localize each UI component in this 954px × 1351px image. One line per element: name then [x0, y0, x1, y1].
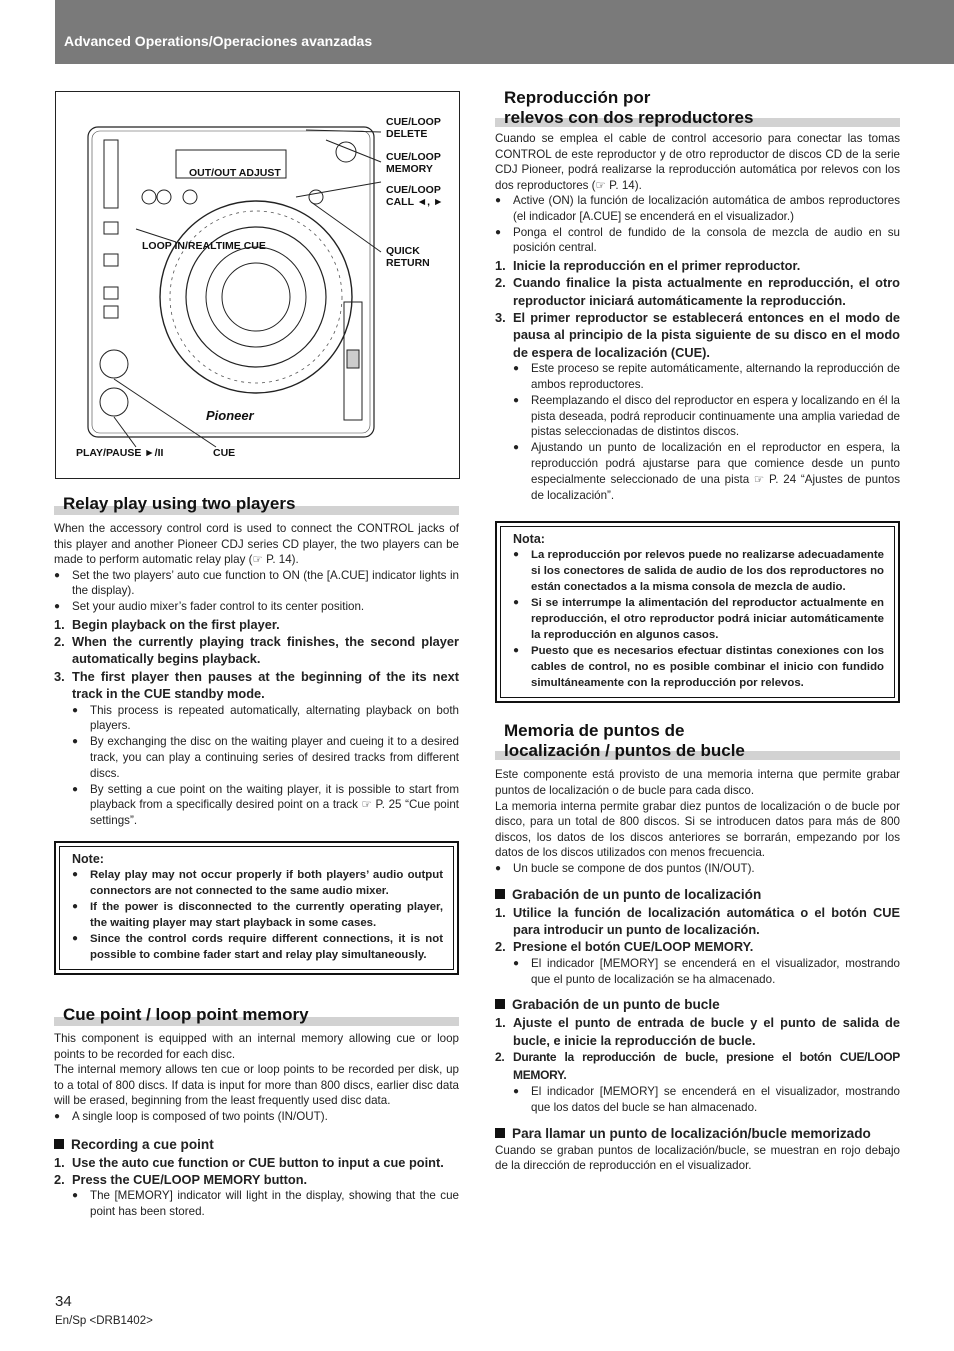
label-loop-in: LOOP IN/REALTIME CUE: [142, 240, 266, 252]
relay-intro: When the accessory control cord is used to connect the CONTROL jacks of this player and another Pioneer CDJ series CD player, the two players can be made to perform automatic relay play (☞ P. 14).: [54, 522, 459, 567]
section-relay: [54, 494, 459, 514]
recording-cue-heading: Recording a cue point: [54, 1135, 459, 1154]
g2-step: 1. Ajuste el punto de entrada de bucle y el punto de salida de bucle, e inicie la reproducción de bucle.: [495, 1015, 900, 1048]
relay-es-subbullet: ● Este proceso se repite automáticamente, alternando la reproducción de ambos reproductores.: [513, 361, 900, 393]
nota-item: ● Puesto que es necesarios efectuar distintas conexiones con los cables de control, no es posible combinar el inicio con fundido simultáneamente con la reproducción por relevos.: [513, 643, 884, 691]
note-item: ● Since the control cords require different connections, it is not possible to combine fader start and relay play simultaneously.: [72, 931, 443, 963]
section-memoria: [495, 721, 900, 761]
g2-subbullet: ● El indicador [MEMORY] se encenderá en el visualizador, mostrando que los datos del bucle se han almacenado.: [513, 1084, 900, 1116]
relay-bullet: ● Set the two players’ auto cue function to ON (the [A.CUE] indicator lights in the display).: [54, 568, 459, 599]
label-cue: CUE: [213, 447, 236, 459]
cue-step: 2. Press the CUE/LOOP MEMORY button. ● The [MEMORY] indicator will light in the display, showing that the cue point has been stored.: [54, 1171, 459, 1220]
relay-bullet: ● Set your audio mixer’s fader control to its center position.: [54, 599, 459, 615]
note-item: ● Relay play may not occur properly if both players’ audio output connectors are not connected to the same audio mixer.: [72, 867, 443, 899]
relay-es-bullet: ● Ponga el control de fundido de la consola de mezcla de audio en su posición central.: [495, 225, 900, 256]
cue-p1: This component is equipped with an internal memory allowing cue or loop points to be recorded for each disc.: [54, 1031, 459, 1061]
relay-subbullet: ● By setting a cue point on the waiting player, it is possible to start from playback from a specifically desired point on a track ☞ P. 25 “Cue point settings”.: [72, 782, 459, 829]
section-title-line2: localización / puntos de bucle: [504, 741, 745, 761]
relay-step: 2. When the currently playing track finishes, the second player automatically begins playback.: [54, 633, 459, 667]
relay-es-step: 1. Inicie la reproducción en el primer reproductor.: [495, 257, 801, 273]
g1-subbullet: ● El indicador [MEMORY] se encenderá en el visualizador, mostrando que el punto de localización se ha almacenado.: [513, 956, 900, 988]
relay-subbullet: ● This process is repeated automatically, alternating playback on both players.: [72, 703, 459, 735]
right-column: [495, 88, 900, 1174]
label-cue-loop-memory: CUE/LOOP MEMORY: [386, 151, 441, 175]
label-out-adjust: OUT/OUT ADJUST: [189, 167, 281, 179]
llamar-text: Cuando se graban puntos de localización/bucle, se muestran en rojo debajo de la dirección de reproducción en el visualizador.: [495, 1143, 900, 1173]
g1-step: 1. Utilice la función de localización automática o el botón CUE para introducir un punto de localización.: [495, 904, 900, 937]
relay-step: 1. Begin playback on the first player.: [54, 616, 280, 632]
cue-p2: The internal memory allows ten cue or loop points to be recorded per disk, up to a total of 800 discs. If data is input for more than 800 discs, earlier disc data will be erased, beginning from the least frequently used disc data.: [54, 1063, 459, 1108]
relay-es-intro: Cuando se emplea el cable de control accesorio para conectar las tomas CONTROL de este reproductor y de otro reproductor de discos CD de la serie CDJ Pioneer, podrá realizarse la reproducción automática por relevos con los dos reproductores (☞ P. 14).: [495, 132, 900, 192]
left-column: [54, 494, 459, 1220]
mem-bullet: ● Un bucle se compone de dos puntos (IN/OUT).: [495, 861, 900, 877]
g2-step: 2. Durante la reproducción de bucle, presione el botón CUE/LOOP MEMORY. ● El indicador [MEMORY] se encenderá en el visualizador, mostrando que los datos del bucle se han almacenado.: [495, 1049, 900, 1115]
page-number: 34: [55, 1293, 72, 1310]
mem-p1: Este componente está provisto de una memoria interna que permite grabar puntos de localización o de bucle para cada disco.: [495, 768, 900, 797]
label-cue-loop-call: CUE/LOOP CALL ◄, ►: [386, 184, 444, 208]
relay-es-step: 3. El primer reproductor se establecerá entonces en el modo de pausa al principio de la pista siguiente de su disco en el modo de espera de localización (CUE). ● Este proceso se repite automáticamente, alternando la reproducción de ambos reproductores. ● Reemplazando el disco del reproductor en espera y localizando en él la pista deseada, podrá reproducir continuamente una amplia variedad de pistas seleccionadas de distintos discos. ● Ajustando un punto de localización en el reproductor en espera, la reproducción podrá ajustarse para que comience desde un punto especialmente seleccionado de una pista ☞ P. 24 “Ajustes de puntos de localización”.: [495, 309, 900, 503]
grabacion-bucle-heading: Grabación de un punto de bucle: [495, 995, 900, 1014]
nota-item: ● Si se interrumpe la alimentación del reproductor actualmente en reproducción, el otro reproductor podrá iniciar automáticamente la reproducción en algunos casos.: [513, 595, 884, 643]
label-cue-loop-delete: CUE/LOOP DELETE: [386, 116, 441, 140]
section-title-line1: Memoria de puntos de: [504, 721, 685, 741]
llamar-heading: Para llamar un punto de localización/bucle memorizado: [495, 1124, 900, 1143]
cue-step: 1. Use the auto cue function or CUE button to input a cue point.: [54, 1154, 444, 1170]
label-quick-return: QUICK RETURN: [386, 245, 430, 269]
section-relay-es: [495, 88, 900, 128]
relay-es-subbullet: ● Reemplazando el disco del reproductor en espera y localizando en él la pista deseada, podrá reproducir continuamente una amplia variedad de pistas seleccionadas de distintos discos.: [513, 393, 900, 440]
relay-es-bullet: ● Active (ON) la función de localización automática de ambos reproductores (el indicador [A.CUE] se encenderá en el visualizador.): [495, 193, 900, 224]
mem-p2: La memoria interna permite grabar diez puntos de localización o de bucle por disco, para un total de 800 discos. Si se introducen datos para más de 800 discos, los datos de los discos anteriores se borrarán, empezando por los datos de los discos utilizados con menos frecuencia.: [495, 799, 900, 860]
note-item: ● If the power is disconnected to the currently operating player, the waiting player may start playback in some cases.: [72, 899, 443, 931]
note-box: [54, 841, 459, 975]
g1-step: 2. Presione el botón CUE/LOOP MEMORY. ● El indicador [MEMORY] se encenderá en el visualizador, mostrando que el punto de localización se ha almacenado.: [495, 938, 900, 987]
brand-logo: Pioneer: [206, 408, 254, 423]
relay-es-step: 2. Cuando finalice la pista actualmente en reproducción, el otro reproductor iniciará automáticamente la reproducción.: [495, 275, 900, 308]
section-title-line2: relevos con dos reproductores: [504, 108, 754, 127]
cdj-figure: [55, 91, 460, 479]
section-cue: [54, 1005, 459, 1025]
cue-bullet: ● A single loop is composed of two points (IN/OUT).: [54, 1109, 459, 1125]
section-title: Cue point / loop point memory: [63, 1004, 309, 1024]
section-title-line1: Reproducción por: [504, 88, 651, 107]
label-play-pause: PLAY/PAUSE ►/II: [76, 447, 164, 459]
note-title: Note:: [72, 851, 104, 866]
nota-box: [495, 521, 900, 703]
section-title: Relay play using two players: [63, 494, 296, 513]
doc-code: En/Sp <DRB1402>: [55, 1315, 153, 1327]
nota-item: ● La reproducción por relevos puede no realizarse adecuadamente si los conectores de salida de audio de los dos reproductores no están conectados a la misma consola de mezcla de audio.: [513, 547, 884, 595]
relay-es-subbullet: ● Ajustando un punto de localización en el reproductor en espera, la reproducción podrá ajustarse para que comience desde un punto especialmente seleccionado de una pista ☞ P. 24 “Ajustes de puntos de localización”.: [513, 440, 900, 503]
page-header: [55, 0, 954, 64]
nota-title: Nota:: [513, 532, 545, 547]
relay-step: 3. The first player then pauses at the beginning of the its next track in the CUE standby mode. ● This process is repeated automatically, alternating playback on both players. ● By exchanging the disc on the waiting player and cueing it to a desired track, you can play a continuing series of desired tracks from different discs. ● By setting a cue point on the waiting player, it is possible to start from playback from a specifically desired point on a track ☞ P. 25 “Cue point settings”.: [54, 668, 459, 829]
relay-subbullet: ● By exchanging the disc on the waiting player and cueing it to a desired track, you can play a continuing series of desired tracks from different discs.: [72, 734, 459, 781]
cdj-player-illustration: [56, 92, 459, 478]
cue-subbullet: ● The [MEMORY] indicator will light in the display, showing that the cue point has been stored.: [72, 1188, 459, 1220]
header-title: Advanced Operations/Operaciones avanzadas: [64, 33, 373, 49]
grabacion-loc-heading: Grabación de un punto de localización: [495, 885, 900, 904]
